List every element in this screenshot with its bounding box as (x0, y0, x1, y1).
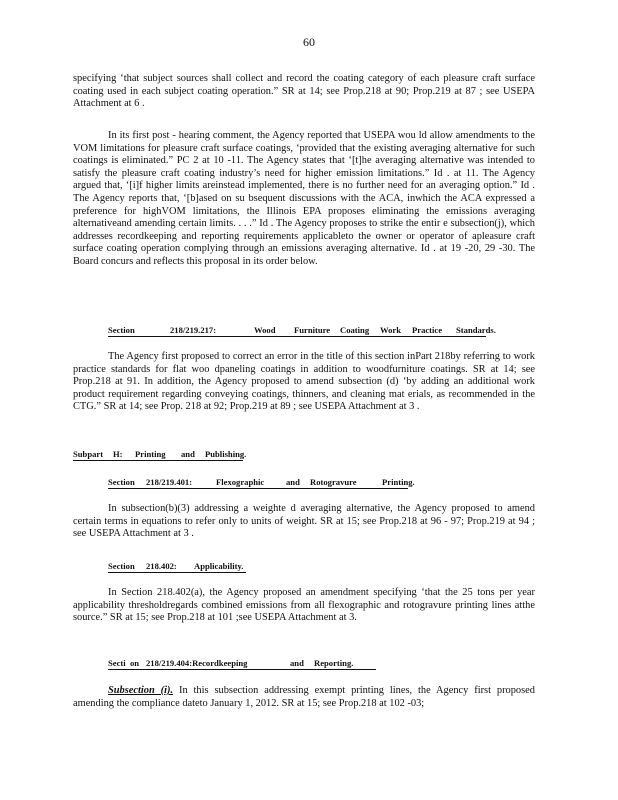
section-heading-401: Section 218/219.401: Flexographic and Rotogravure Printing. (108, 477, 415, 487)
section-heading-217: Section 218/219.217: Wood Furniture Coating Work Practice Standards. (108, 325, 496, 335)
paragraph-2: In its first post - hearing comment, the Agency reported that USEPA wou ld allow amendments to the VOM limitations for pleasure craft surface coatings, ‘provided that the existing averaging alternative for such coatings is eliminated.” PC 2 at 10 -11. The Agency states that ‘[t]he averaging alternative was intended to satisfy the pleasure craft coating industry’s need for higher emission limitations.” Id . at 11. The Agency argued that, ‘[i]f higher limits areinstead implemented, there is no further need for an averaging option.” Id . The Agency reports that, ‘[b]ased on su bsequent discussions with the ACA, inwhich the ACA expressed a preference for highVOM limitations, the Illinois EPA proposes eliminating the emissions averaging alternativeand amending certain limits. . . .” Id . The Agency proposes to strike the entir e subsection(j), which addresses recordkeeping and reporting requirements applicableto the owner or operator of apleasure craft surface coating operation complying through an emissions averaging alternative. Id . at 19 -20, 29 -30. The Board concurs and reflects this proposal in its order below. (73, 130, 535, 267)
page-number: 60 (303, 35, 315, 49)
paragraph-1: specifying ‘that subject sources shall collect and record the coating category of each pleasure craft surface coating used in each subject coating operation.” SR at 14; see Prop.218 at 90; Prop.219 at 87 ; see USEPA Attachment at 6 . (73, 73, 535, 110)
paragraph-6-text: In this subsection addressing exempt printing lines, the Agency first proposed amending the compliance dateto January 1, 2012. SR at 15; see Prop.218 at 102 -03; (73, 685, 535, 709)
paragraph-3: The Agency first proposed to correct an error in the title of this section inPart 218by referring to work practice standards for flat woo dpaneling coatings in addition to woodfurniture coatings. SR at 14; see Prop.218 at 91. In addition, the Agency proposed to amend subsection (d) ‘by adding an additional work product requirement regarding conveying coatings, thinners, and cleaning mat erials, as recommended in the CTG.” SR at 14; see Prop. 218 at 92; Prop.219 at 89 ; see USEPA Attachment at 3 . (73, 351, 535, 413)
section-heading-404: Secti on 218/219.404:Recordkeeping and Reporting. (108, 658, 376, 670)
paragraph-4: In subsection(b)(3) addressing a weighte d averaging alternative, the Agency proposed to amend certain terms in equations to refer only to units of weight. SR at 15; see Prop.218 at 96 - 97; Prop.219 at 94 ; see USEPA Attachment at 3 . (73, 503, 535, 540)
section-heading-402: Section 218.402: Applicability. (108, 561, 246, 573)
subpart-heading-h: Subpart H: Printing and Publishing. (73, 449, 247, 459)
paragraph-5: In Section 218.402(a), the Agency proposed an amendment specifying ‘that the 25 tons per year applicability thresholdregards combined emissions from all flexographic and rotogravure printing lines atthe source.” SR at 15; see Prop.218 at 101 ;see USEPA Attachment at 3. (73, 587, 535, 624)
paragraph-6 (73, 685, 535, 710)
subsection-label: Subsection (i). (108, 685, 174, 696)
